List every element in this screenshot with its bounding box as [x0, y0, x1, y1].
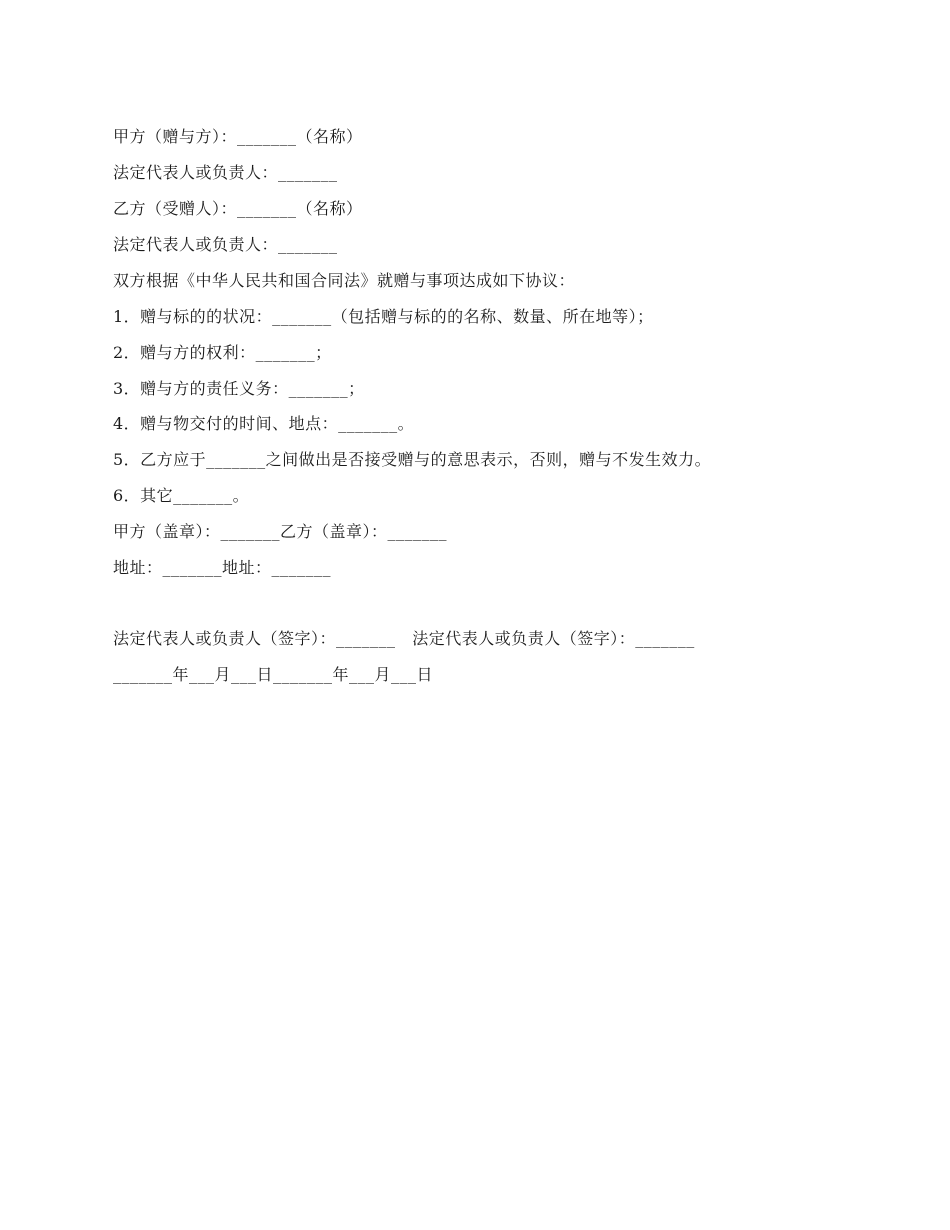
- clause-5-acceptance: 5．乙方应于_______之间做出是否接受赠与的意思表示，否则，赠与不发生效力。: [113, 450, 712, 469]
- party-a-donor-line: 甲方（赠与方）：_______（名称）: [113, 127, 363, 146]
- clause-6-other: 6．其它_______。: [113, 486, 250, 505]
- party-a-representative-line: 法定代表人或负责人：_______: [113, 163, 338, 182]
- clause-3-donor-obligations: 3．赠与方的责任义务：_______；: [113, 379, 365, 398]
- clause-1-gift-status: 1．赠与标的的状况：_______（包括赠与标的的名称、数量、所在地等）；: [113, 307, 654, 326]
- clause-2-donor-rights: 2．赠与方的权利：_______；: [113, 343, 332, 362]
- date-line: _______年___月___日_______年___月___日: [113, 665, 434, 684]
- clause-4-delivery-time-place: 4．赠与物交付的时间、地点：_______。: [113, 414, 415, 433]
- party-b-representative-line: 法定代表人或负责人：_______: [113, 235, 338, 254]
- address-line: 地址：_______地址：_______: [113, 558, 332, 577]
- party-b-donee-line: 乙方（受赠人）：_______（名称）: [113, 199, 363, 218]
- signature-line: 法定代表人或负责人（签字）：_______ 法定代表人或负责人（签字）：_______: [113, 629, 695, 648]
- agreement-intro-line: 双方根据《中华人民共和国合同法》就赠与事项达成如下协议：: [113, 271, 576, 290]
- seal-line: 甲方（盖章）：_______乙方（盖章）：_______: [113, 522, 448, 541]
